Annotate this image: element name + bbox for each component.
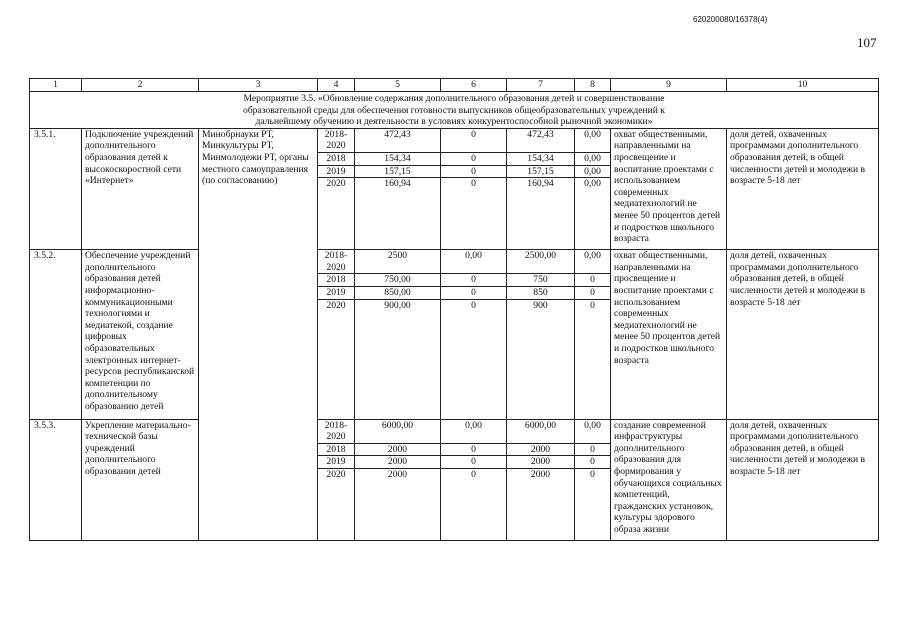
value-cell: 0 [441,152,507,165]
section-row [30,92,879,129]
value-cell: 0 [575,468,611,540]
document-id: 620200080/16378(4) [693,15,768,24]
value-cell: 0 [575,274,611,287]
value-cell: 0,00 [575,178,611,250]
value-cell: 6000,00 [507,419,575,443]
target-cell: доля детей, охваченных программами дополнительного образования детей, в общей численности детей и молодежи в возрасте 5-18 лет [727,250,879,419]
value-cell: 750,00 [355,274,441,287]
measures-table [29,78,879,541]
indicator-cell: охват общественными, направленными на просвещение и воспитание проектами с использованием современных медиатехнологий не менее 50 процентов детей и подростков школьного возраста [611,250,727,419]
year-cell: 2018 [318,274,355,287]
column-header: 3 [199,79,318,92]
column-header: 10 [727,79,879,92]
value-cell: 2500,00 [507,250,575,274]
year-cell: 2018 [318,443,355,456]
value-cell: 2500 [355,250,441,274]
value-cell: 157,15 [355,165,441,178]
year-cell: 2019 [318,456,355,469]
item-name: Подключение учреждений дополнительного образования детей к высокоскоростной сети «Интернет» [82,128,199,249]
indicator-cell: создание современной инфраструктуры дополнительного образования для формирования у обучающихся социальных компетенций, гражданских установок, культуры здорового образа жизни [611,419,727,540]
column-header: 9 [611,79,727,92]
page-number: 107 [857,35,877,50]
value-cell: 0,00 [575,419,611,443]
value-cell: 900 [507,299,575,419]
value-cell: 0 [441,456,507,469]
column-header: 5 [355,79,441,92]
table-row [30,128,879,152]
table-row [30,250,879,274]
value-cell: 0 [575,443,611,456]
column-header: 8 [575,79,611,92]
item-name: Укрепление материально-технической базы учреждений дополнительного образования детей [82,419,199,540]
year-cell: 2020 [318,178,355,250]
value-cell: 0 [441,178,507,250]
value-cell: 2000 [355,443,441,456]
value-cell: 154,34 [355,152,441,165]
target-cell: доля детей, охваченных программами дополнительного образования детей, в общей численности детей и молодежи в возрасте 5-18 лет [727,419,879,540]
item-number: 3.5.1. [30,128,82,249]
value-cell: 0,00 [575,250,611,274]
year-cell: 2019 [318,286,355,299]
value-cell: 750 [507,274,575,287]
column-header-row [30,79,879,92]
value-cell: 0 [441,299,507,419]
item-number: 3.5.3. [30,419,82,540]
target-cell: доля детей, охваченных программами дополнительного образования детей, в общей численности детей и молодежи в возрасте 5-18 лет [727,128,879,249]
value-cell: 900,00 [355,299,441,419]
year-cell: 2018-2020 [318,128,355,152]
item-name: Обеспечение учреждений дополнительного образования детей информационно-коммуникационными технологиями и медиатекой, создание цифровых образовательных электронных интернет-ресурсов республиканской компетенции по дополнительному образованию детей [82,250,199,419]
column-header: 7 [507,79,575,92]
executor-cell: Минобрнауки РТ, Минкультуры РТ, Минмолодежи РТ, органы местного самоуправления (по согласованию) [199,128,318,540]
value-cell: 472,43 [355,128,441,152]
value-cell: 160,94 [355,178,441,250]
value-cell: 0 [575,456,611,469]
value-cell: 154,34 [507,152,575,165]
value-cell: 157,15 [507,165,575,178]
item-number: 3.5.2. [30,250,82,419]
value-cell: 472,43 [507,128,575,152]
value-cell: 2000 [507,456,575,469]
section-title: Мероприятие 3.5. «Обновление содержания дополнительного образования детей и совершенствование образовательной среды для обеспечения готовности выпускников общеобразовательных учреждений к дальнейшему обучению и деятельности в условиях конкурентоспособной рыночной экономики» [30,92,879,129]
value-cell: 0,00 [575,165,611,178]
year-cell: 2019 [318,165,355,178]
value-cell: 0 [575,299,611,419]
value-cell: 6000,00 [355,419,441,443]
year-cell: 2020 [318,468,355,540]
value-cell: 0 [441,165,507,178]
column-header: 1 [30,79,82,92]
value-cell: 0,00 [575,128,611,152]
value-cell: 0 [441,443,507,456]
value-cell: 2000 [507,443,575,456]
year-cell: 2018 [318,152,355,165]
year-cell: 2018-2020 [318,419,355,443]
indicator-cell: охват общественными, направленными на просвещение и воспитание проектами с использованием современных медиатехнологий не менее 50 процентов детей и подростков школьного возраста [611,128,727,249]
value-cell: 850 [507,286,575,299]
value-cell: 2000 [355,468,441,540]
value-cell: 160,94 [507,178,575,250]
year-cell: 2018-2020 [318,250,355,274]
column-header: 4 [318,79,355,92]
value-cell: 0,00 [575,152,611,165]
year-cell: 2020 [318,299,355,419]
value-cell: 0 [575,286,611,299]
column-header: 2 [82,79,199,92]
column-header: 6 [441,79,507,92]
value-cell: 0 [441,128,507,152]
value-cell: 850,00 [355,286,441,299]
table-row [30,419,879,443]
value-cell: 0,00 [441,250,507,274]
value-cell: 0 [441,286,507,299]
value-cell: 0 [441,468,507,540]
value-cell: 2000 [355,456,441,469]
value-cell: 0,00 [441,419,507,443]
value-cell: 2000 [507,468,575,540]
value-cell: 0 [441,274,507,287]
